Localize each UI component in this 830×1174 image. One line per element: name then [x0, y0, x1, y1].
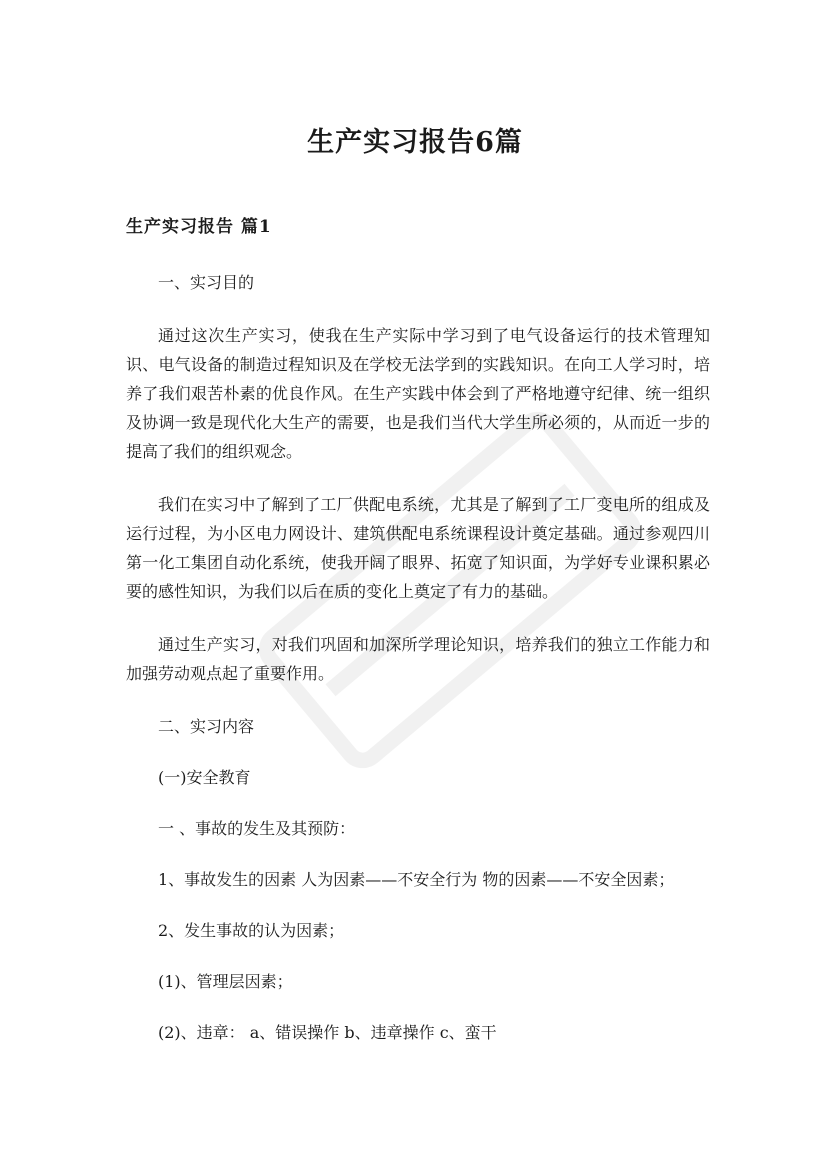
paragraph: 通过生产实习，对我们巩固和加深所学理论知识，培养我们的独立工作能力和加强劳动观点起了重要作用。 [126, 635, 710, 683]
list-item: (1)、管理层因素； [158, 972, 293, 991]
document-body [126, 268, 710, 1047]
list-item: (2)、违章： a、错误操作 b、违章操作 c、蛮干 [158, 1023, 497, 1042]
section-heading: 生产实习报告 篇1 [126, 217, 272, 237]
document-title: 生产实习报告6篇 [307, 127, 523, 158]
list-item: 2、发生事故的认为因素； [158, 921, 345, 940]
sub-heading: 一 、事故的发生及其预防： [158, 819, 356, 838]
sub-heading: (一)安全教育 [158, 768, 251, 787]
heading-content: 二、实习内容 [158, 717, 255, 736]
list-item: 1、事故发生的因素 人为因素——不安全行为 物的因素——不安全因素； [158, 870, 675, 889]
paragraph: 通过这次生产实习，使我在生产实际中学习到了电气设备运行的技术管理知识、电气设备的制造过程知识及在学校无法学到的实践知识。在向工人学习时，培养了我们艰苦朴素的优良作风。在生产实践中体会到了严格地遵守纪律、统一组织及协调一致是现代化大生产的需要，也是我们当代大学生所必须的，从而近一步的提高了我们的组织观念。 [126, 326, 710, 461]
paragraph: 我们在实习中了解到了工厂供配电系统，尤其是了解到了工厂变电所的组成及运行过程，为小区电力网设计、建筑供配电系统课程设计奠定基础。通过参观四川第一化工集团自动化系统，使我开阔了眼界、拓宽了知识面，为学好专业课积累必要的感性知识，为我们以后在质的变化上奠定了有力的基础。 [126, 495, 710, 601]
heading-purpose: 一、实习目的 [158, 273, 255, 292]
